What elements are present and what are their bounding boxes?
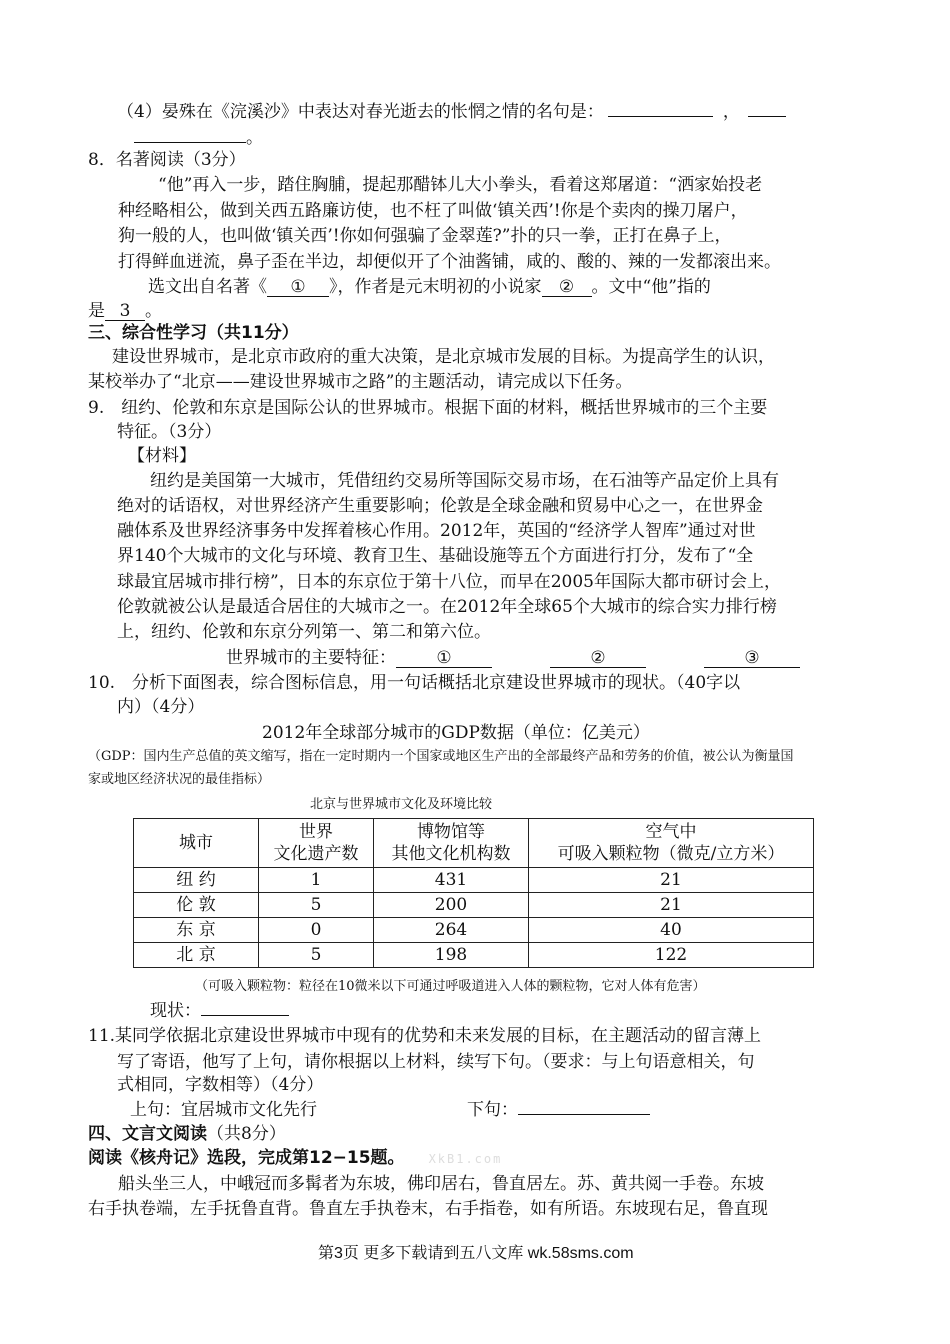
q9-line: 9. 纽约、伦敦和东京是国际公认的世界城市。根据下面的材料，概括世界城市的三个主要: [88, 398, 768, 418]
blank-2: ②: [542, 278, 592, 297]
blank-2: ②: [550, 649, 646, 668]
t: 选文出自名著《: [148, 277, 267, 297]
t: 世界城市的主要特征：: [226, 648, 396, 668]
lower-line: [467, 1100, 650, 1120]
table-cell: 1: [259, 868, 374, 893]
table-cell: 东 京: [134, 918, 259, 943]
table-cell: 431: [374, 868, 529, 893]
material-label: 【材料】: [128, 446, 196, 466]
t: 。: [145, 301, 162, 321]
blank: [748, 116, 786, 117]
table-cell: 0: [259, 918, 374, 943]
table-cell: 纽 约: [134, 868, 259, 893]
t: 。文中“他”指的: [591, 277, 711, 297]
blank-1: ①: [267, 278, 329, 297]
q11-line: 11.某同学依据北京建设世界城市中现有的优势和未来发展的目标，在主题活动的留言薄上: [88, 1026, 762, 1046]
blank-1: ①: [396, 649, 492, 668]
q11-line: 写了寄语，他写了上句，请你根据以上材料，续写下句。（要求：与上句语意相关，句: [117, 1052, 755, 1072]
q7-4-text: （4）晏殊在《浣溪沙》中表达对春光逝去的怅惘之情的名句是：: [117, 102, 604, 122]
passage-line: 船头坐三人，中峨冠而多髯者为东坡，佛印居右，鲁直居左。苏、黄共阅一手卷。东坡: [118, 1174, 764, 1194]
q9-line: 特征。（3分）: [117, 422, 222, 442]
q7-4-cont: [134, 127, 263, 149]
table-row: [134, 893, 814, 918]
th: 世界 文化遗产数: [259, 819, 374, 868]
t: 现状：: [150, 1001, 201, 1021]
table-row: [134, 943, 814, 968]
q10-line: 内）（4分）: [117, 697, 205, 717]
table-cell: 21: [529, 893, 814, 918]
t: 是: [88, 301, 105, 321]
table-cell: 198: [374, 943, 529, 968]
gdp-title: 2012年全球部分城市的GDP数据（单位：亿美元）: [262, 723, 650, 743]
blank-3: 3: [105, 302, 145, 321]
status: [150, 1000, 289, 1022]
table-cell: 伦 敦: [134, 893, 259, 918]
upper-line: 上句：宜居城市文化先行: [130, 1100, 317, 1120]
q8-question: [148, 276, 711, 298]
q8-passage-line: 狗一般的人，也叫做‘镇关西’!你如何强骗了金翠莲?”扑的只一拳，正打在鼻子上，: [118, 226, 732, 246]
section-3-title: 三、综合性学习（共11分）: [88, 323, 299, 343]
gdp-note: （GDP：国内生产总值的英文缩写，指在一定时期内一个国家或地区生产出的全部最终产品和劳务的价值，被公认为衡量国: [88, 749, 794, 764]
material-line: 伦敦就被公认是最适合居住的大城市之一。在2012年全球65个大城市的综合实力排行榜: [117, 597, 777, 617]
intro-line: 建设世界城市，是北京市政府的重大决策，是北京城市发展的目标。为提高学生的认识，: [112, 347, 775, 367]
q11-line: 式相同，字数相等）（4分）: [117, 1075, 324, 1095]
q8-passage-line: 打得鲜血迸流，鼻子歪在半边，却便似开了个油酱铺，咸的、酸的、辣的一发都滚出来。: [118, 252, 781, 272]
table-note: （可吸入颗粒物：粒径在10微米以下可通过呼吸道进入人体的颗粒物，它对人体有危害）: [195, 979, 706, 994]
material-line: 上，纽约、伦敦和东京分列第一、第二和第六位。: [117, 622, 491, 642]
gdp-note: 家或地区经济状况的最佳指标）: [88, 772, 271, 787]
q8-question-cont: [88, 300, 162, 322]
table-row: [134, 918, 814, 943]
section-4-title: 四、文言文阅读（共8分）: [88, 1124, 286, 1144]
page-footer: 第3页 更多下载请到五八文库 wk.58sms.com: [318, 1245, 634, 1262]
passage-line: 右手执卷端，左手抚鲁直背。鲁直左手执卷末，右手指卷，如有所语。东坡现右足，鲁直现: [88, 1199, 768, 1219]
blank: [134, 142, 246, 143]
comparison-table: [133, 818, 814, 968]
t: 》，作者是元末明初的小说家: [329, 277, 542, 297]
q10-line: 10. 分析下面图表，综合图标信息，用一句话概括北京建设世界城市的现状。（40字以: [88, 673, 741, 693]
table-header: [134, 819, 814, 868]
material-line: 融体系及世界经济事务中发挥着核心作用。2012年，英国的“经济学人智库”通过对世: [117, 521, 756, 541]
section-4-instruction: 阅读《核舟记》选段，完成第12−15题。: [88, 1148, 405, 1168]
q7-4: [117, 101, 786, 123]
table-cell: 5: [259, 893, 374, 918]
th: 博物馆等 其他文化机构数: [374, 819, 529, 868]
material-line: 绝对的话语权，对世界经济产生重要影响；伦敦是全球金融和贸易中心之一，在世界金: [117, 496, 763, 516]
material-line: 界140个大城市的文化与环境、教育卫生、基础设施等五个方面进行打分，发布了“全: [117, 546, 754, 566]
table-cell: 北 京: [134, 943, 259, 968]
t: 下句：: [467, 1100, 518, 1120]
blank-3: ③: [704, 649, 800, 668]
material-line: 球最宜居城市排行榜”，日本的东京位于第十八位，而早在2005年国际大都市研讨会上，: [117, 572, 781, 592]
th: 空气中 可吸入颗粒物（微克/立方米）: [529, 819, 814, 868]
th: 城市: [134, 819, 259, 868]
end: 。: [246, 128, 263, 148]
watermark: XkB1.com: [428, 1152, 503, 1166]
table-cell: 40: [529, 918, 814, 943]
q8-title: 8．名著阅读（3分）: [88, 150, 246, 170]
table-cell: 200: [374, 893, 529, 918]
table-row: [134, 868, 814, 893]
comma: ，: [722, 102, 740, 122]
table-cell: 264: [374, 918, 529, 943]
section-4-instruction-line: [88, 1147, 502, 1170]
q8-passage-line: 种经略相公，做到关西五路廉访使，也不枉了叫做‘镇关西’!你是个卖肉的操刀屠户，: [118, 201, 748, 221]
intro-line: 某校举办了“北京——建设世界城市之路”的主题活动，请完成以下任务。: [88, 372, 633, 392]
blank: [518, 1114, 650, 1115]
table-cell: 5: [259, 943, 374, 968]
blank: [608, 116, 713, 117]
table-cell: 122: [529, 943, 814, 968]
table-cell: 21: [529, 868, 814, 893]
table-title: 北京与世界城市文化及环境比较: [310, 797, 493, 812]
material-line: 纽约是美国第一大城市，凭借纽约交易所等国际交易市场，在石油等产品定价上具有: [150, 471, 779, 491]
q8-passage-line: “他”再入一步，踏住胸脯，提起那醋钵儿大小拳头，看着这郑屠道：“洒家始投老: [158, 175, 763, 195]
q11-answer-line: [130, 1099, 650, 1121]
q9-answer: [226, 647, 800, 669]
blank: [201, 1015, 289, 1016]
